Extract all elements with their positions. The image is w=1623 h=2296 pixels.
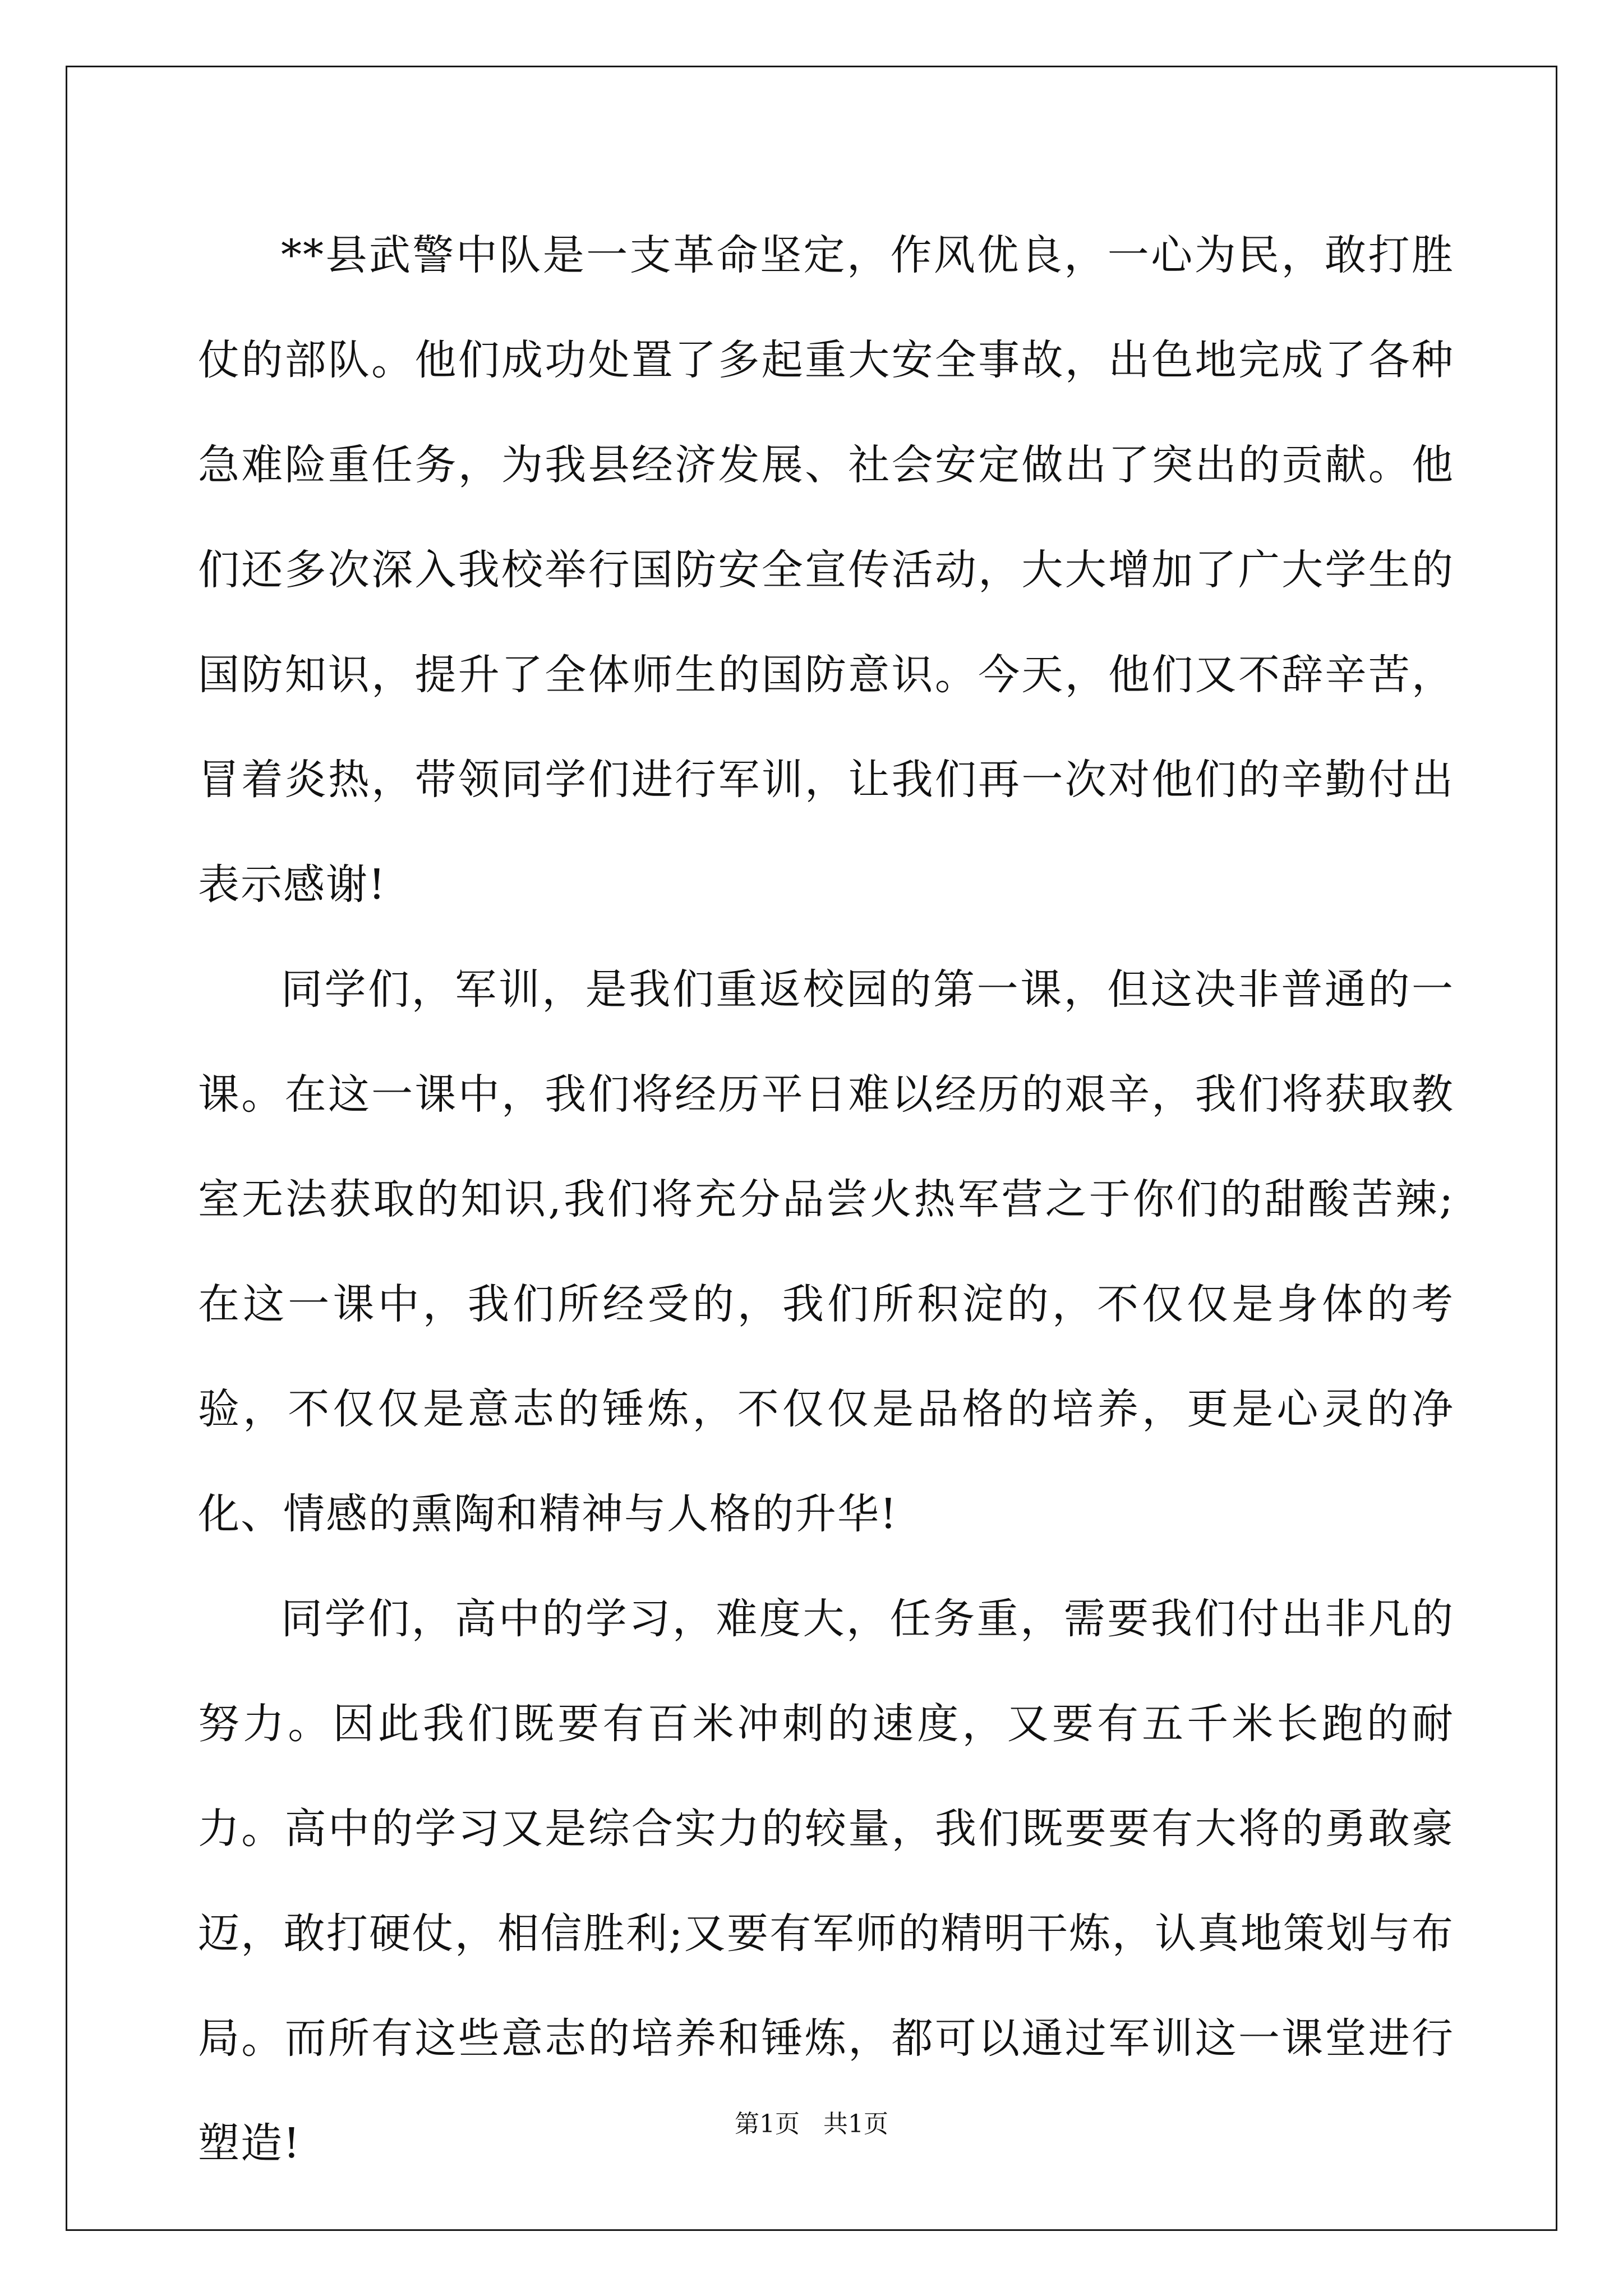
page-footer (0, 2104, 1623, 2139)
page-number-current: 第1页 (735, 2110, 800, 2138)
document-body (198, 203, 1454, 2196)
page-number-total: 共1页 (823, 2110, 888, 2138)
paragraph-2: 同学们，军训，是我们重返校园的第一课，但这决非普通的一课。在这一课中，我们将经历平日难以经历的艰辛，我们将获取教室无法获取的知识,我们将充分品尝火热军营之于你们的甜酸苦辣;在这一课中，我们所经受的，我们所积淀的，不仅仅是身体的考验，不仅仅是意志的锤炼，不仅仅是品格的培养，更是心灵的净化、情感的熏陶和精神与人格的升华! (198, 965, 1454, 1538)
paragraph-3: 同学们，高中的学习，难度大，任务重，需要我们付出非凡的努力。因此我们既要有百米冲刺的速度，又要有五千米长跑的耐力。高中的学习又是综合实力的较量，我们既要要有大将的勇敢豪迈，敢打硬仗，相信胜利;又要有军师的精明干炼，认真地策划与布局。而所有这些意志的培养和锤炼，都可以通过军训这一课堂进行塑造! (198, 1595, 1454, 2168)
paragraph-1: **县武警中队是一支革命坚定，作风优良，一心为民，敢打胜仗的部队。他们成功处置了多起重大安全事故，出色地完成了各种急难险重任务，为我县经济发展、社会安定做出了突出的贡献。他们还多次深入我校举行国防安全宣传活动，大大增加了广大学生的国防知识，提升了全体师生的国防意识。今天，他们又不辞辛苦，冒着炎热，带领同学们进行军训，让我们再一次对他们的辛勤付出表示感谢! (198, 231, 1454, 909)
